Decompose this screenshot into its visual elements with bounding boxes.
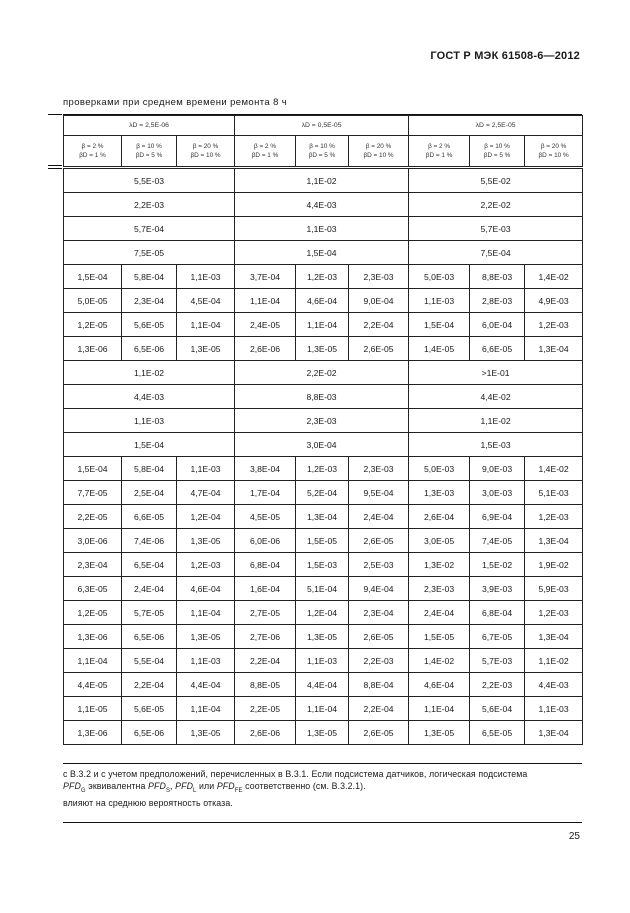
table-cell: 2,6E-06	[235, 721, 296, 745]
table-cell: 1,4E-02	[525, 265, 583, 289]
table-cell: 1,2E-04	[177, 505, 235, 529]
table-cell: 1,1E-02	[525, 649, 583, 673]
note-line-3: влияют на среднюю вероятность отказа.	[63, 797, 233, 808]
table-cell: 1,1E-02	[235, 168, 409, 193]
table-cell: 1,5E-03	[296, 553, 349, 577]
table-row	[64, 337, 583, 361]
table-cell: 1,1E-03	[525, 697, 583, 721]
table-cell: 1,3E-05	[177, 337, 235, 361]
table-cell: 1,3E-05	[409, 721, 470, 745]
table-cell: 1,3E-04	[525, 337, 583, 361]
table-cell: 5,6E-05	[122, 313, 177, 337]
table-cell: 8,8E-04	[349, 673, 409, 697]
table-cell: 6,0E-06	[235, 529, 296, 553]
table-cell: 2,5E-03	[349, 553, 409, 577]
table-cell: 9,0E-04	[349, 289, 409, 313]
table-cell: 1,5E-04	[235, 241, 409, 265]
table-cell: 1,5E-04	[64, 265, 122, 289]
table-cell: 1,1E-04	[177, 601, 235, 625]
table-cell: 1,3E-05	[177, 625, 235, 649]
table-cell: 9,5E-04	[349, 481, 409, 505]
table-cell: 6,8E-04	[470, 601, 525, 625]
table-cell: 1,2E-03	[525, 313, 583, 337]
table-cell: 5,7E-03	[409, 217, 583, 241]
table-cell: 6,7E-05	[470, 625, 525, 649]
group-header: λD = 0,5E-05	[235, 116, 409, 136]
table-cell: 1,1E-04	[64, 649, 122, 673]
table-cell: 1,2E-03	[296, 265, 349, 289]
table-cell: 5,0E-03	[409, 457, 470, 481]
group-header: λD = 2,5E-05	[409, 116, 583, 136]
table-cell: 1,1E-02	[409, 409, 583, 433]
table-cell: 1,1E-04	[235, 289, 296, 313]
table-cell: 8,8E-05	[235, 673, 296, 697]
table-cell: 8,8E-03	[235, 385, 409, 409]
table-row	[64, 241, 583, 265]
table-row	[64, 505, 583, 529]
table-cell: 1,3E-06	[64, 625, 122, 649]
table-cell: 2,6E-04	[409, 505, 470, 529]
table-row	[64, 289, 583, 313]
table-caption: проверками при среднем времени ремонта 8 ч	[63, 97, 288, 108]
table-cell: 2,2E-04	[349, 697, 409, 721]
table-cell: 1,1E-03	[64, 409, 235, 433]
table-cell: 7,7E-05	[64, 481, 122, 505]
table-cell: 4,4E-03	[64, 385, 235, 409]
table-cell: 5,2E-04	[296, 481, 349, 505]
table-cell: 5,0E-03	[409, 265, 470, 289]
table-cell: 4,4E-02	[409, 385, 583, 409]
table-row	[64, 433, 583, 457]
table-cell: 2,6E-05	[349, 529, 409, 553]
table-cell: 5,8E-04	[122, 457, 177, 481]
table-cell: 6,5E-04	[122, 553, 177, 577]
note-line-1: с В.3.2 и с учетом предположений, перечисленных в В.3.1. Если подсистема датчиков, логическая подсистема	[63, 769, 528, 779]
table-cell: 6,6E-05	[122, 505, 177, 529]
table-cell: 2,3E-03	[349, 265, 409, 289]
table-row	[64, 697, 583, 721]
table-cell: 5,8E-04	[122, 265, 177, 289]
table-cell: 1,2E-05	[64, 313, 122, 337]
table-cell: 1,1E-03	[296, 649, 349, 673]
table-cell: 1,1E-03	[235, 217, 409, 241]
table-cell: 1,3E-04	[296, 505, 349, 529]
rule-stub	[48, 168, 62, 169]
table-cell: 9,4E-04	[349, 577, 409, 601]
table-cell: 2,2E-05	[235, 697, 296, 721]
table-cell: 4,6E-04	[177, 577, 235, 601]
table-cell: 1,9E-02	[525, 553, 583, 577]
table-row	[64, 385, 583, 409]
table-row	[64, 673, 583, 697]
table-cell: 1,2E-03	[177, 553, 235, 577]
table-cell: 3,0E-03	[470, 481, 525, 505]
table-row	[64, 193, 583, 217]
beta-header: β = 2 % βD = 1 %	[409, 136, 470, 168]
table-cell: 4,5E-05	[235, 505, 296, 529]
table-cell: 2,3E-03	[349, 457, 409, 481]
table-cell: 1,7E-04	[235, 481, 296, 505]
table-cell: 1,1E-03	[409, 289, 470, 313]
table-cell: 2,6E-05	[349, 721, 409, 745]
table-cell: 4,4E-03	[525, 673, 583, 697]
table-cell: 4,6E-04	[296, 289, 349, 313]
table-cell: 2,4E-04	[409, 601, 470, 625]
table-row	[64, 601, 583, 625]
table-cell: 3,7E-04	[235, 265, 296, 289]
table-cell: 4,4E-04	[177, 673, 235, 697]
table-cell: 1,3E-05	[296, 625, 349, 649]
table-cell: 1,1E-04	[177, 697, 235, 721]
table-cell: 5,5E-04	[122, 649, 177, 673]
table-cell: 1,1E-03	[177, 457, 235, 481]
table-cell: 4,9E-03	[525, 289, 583, 313]
table-cell: 2,6E-06	[235, 337, 296, 361]
table-cell: 7,5E-05	[64, 241, 235, 265]
table-cell: 1,3E-02	[409, 553, 470, 577]
table-cell: 1,1E-03	[177, 265, 235, 289]
table-cell: 1,5E-05	[409, 625, 470, 649]
table-cell: 5,1E-04	[296, 577, 349, 601]
table-cell: 1,3E-04	[525, 529, 583, 553]
table-row	[64, 265, 583, 289]
table-cell: 1,1E-02	[64, 361, 235, 385]
table-cell: 5,7E-04	[64, 217, 235, 241]
table-cell: 2,3E-04	[122, 289, 177, 313]
table-row	[64, 409, 583, 433]
table-cell: 2,3E-03	[409, 577, 470, 601]
table-cell: 2,8E-03	[470, 289, 525, 313]
beta-header: β = 20 % βD = 10 %	[349, 136, 409, 168]
table-cell: 2,7E-06	[235, 625, 296, 649]
table-cell: 6,5E-06	[122, 625, 177, 649]
table-cell: 2,2E-02	[409, 193, 583, 217]
table-cell: 1,2E-03	[525, 505, 583, 529]
table-cell: 2,6E-05	[349, 337, 409, 361]
table-cell: 1,3E-05	[296, 337, 349, 361]
table-cell: 3,0E-04	[235, 433, 409, 457]
table-cell: 4,7E-04	[177, 481, 235, 505]
table-cell: 2,2E-03	[64, 193, 235, 217]
table-cell: 1,5E-03	[409, 433, 583, 457]
beta-header: β = 10 % βD = 5 %	[296, 136, 349, 168]
table-cell: 2,2E-04	[122, 673, 177, 697]
bottom-rule	[63, 822, 582, 823]
table-cell: 1,5E-04	[409, 313, 470, 337]
table-cell: 1,3E-05	[296, 721, 349, 745]
table-cell: 7,4E-05	[470, 529, 525, 553]
table-cell: 1,5E-05	[296, 529, 349, 553]
beta-header: β = 2 % βD = 1 %	[64, 136, 122, 168]
table-cell: 1,2E-03	[296, 457, 349, 481]
group-header: λD = 2,5E-06	[64, 116, 235, 136]
table-cell: 2,2E-03	[349, 649, 409, 673]
note-line-2: $PFD_G$ эквивалентна $PFD_S$, $PFD_L$ или $PFD_{FE}$ соответственно (см. В.3.2.1).	[63, 781, 366, 794]
table-cell: 5,1E-03	[525, 481, 583, 505]
table-row	[64, 721, 583, 745]
table-row	[64, 529, 583, 553]
table-cell: 1,5E-04	[64, 457, 122, 481]
pfd-table	[63, 115, 583, 745]
table-cell: 1,6E-04	[235, 577, 296, 601]
table-cell: 1,4E-02	[525, 457, 583, 481]
beta-header: β = 10 % βD = 5 %	[470, 136, 525, 168]
table-cell: 3,8E-04	[235, 457, 296, 481]
table-cell: 2,2E-05	[64, 505, 122, 529]
table-cell: 6,6E-05	[470, 337, 525, 361]
table-row	[64, 168, 583, 193]
table-row	[64, 313, 583, 337]
table-cell: 5,6E-05	[122, 697, 177, 721]
table-cell: 1,2E-03	[525, 601, 583, 625]
table-row	[64, 649, 583, 673]
table-cell: >1E-01	[409, 361, 583, 385]
table-cell: 1,2E-05	[64, 601, 122, 625]
table-cell: 1,3E-04	[525, 721, 583, 745]
table-cell: 6,9E-04	[470, 505, 525, 529]
table-cell: 2,7E-05	[235, 601, 296, 625]
table-cell: 4,6E-04	[409, 673, 470, 697]
table-cell: 1,3E-03	[409, 481, 470, 505]
notes-block	[63, 768, 582, 809]
table-cell: 6,5E-05	[470, 721, 525, 745]
table-cell: 5,7E-05	[122, 601, 177, 625]
table-cell: 4,4E-03	[235, 193, 409, 217]
table-row	[64, 553, 583, 577]
table-row	[64, 457, 583, 481]
table-cell: 1,3E-05	[177, 721, 235, 745]
beta-header: β = 2 % βD = 1 %	[235, 136, 296, 168]
table-cell: 7,4E-06	[122, 529, 177, 553]
table-cell: 5,9E-03	[525, 577, 583, 601]
table-cell: 4,4E-05	[64, 673, 122, 697]
table-row	[64, 577, 583, 601]
table-row	[64, 625, 583, 649]
table-cell: 1,2E-04	[296, 601, 349, 625]
table-cell: 2,2E-03	[470, 673, 525, 697]
table-cell: 1,3E-04	[525, 625, 583, 649]
table-cell: 7,5E-04	[409, 241, 583, 265]
table-cell: 1,1E-05	[64, 697, 122, 721]
table-cell: 1,3E-05	[177, 529, 235, 553]
table-cell: 1,5E-02	[470, 553, 525, 577]
table-row	[64, 361, 583, 385]
table-cell: 2,3E-03	[235, 409, 409, 433]
table-cell: 5,7E-03	[470, 649, 525, 673]
table-cell: 6,0E-04	[470, 313, 525, 337]
table-cell: 2,4E-04	[122, 577, 177, 601]
table-cell: 6,8E-04	[235, 553, 296, 577]
table-cell: 1,1E-04	[177, 313, 235, 337]
beta-header: β = 20 % βD = 10 %	[525, 136, 583, 168]
table-cell: 1,4E-05	[409, 337, 470, 361]
table-cell: 5,5E-02	[409, 168, 583, 193]
table-cell: 8,8E-03	[470, 265, 525, 289]
table-cell: 5,5E-03	[64, 168, 235, 193]
rule-stub	[48, 165, 62, 166]
table-cell: 1,3E-06	[64, 337, 122, 361]
beta-header: β = 20 % βD = 10 %	[177, 136, 235, 168]
table-cell: 1,3E-06	[64, 721, 122, 745]
table-cell: 4,5E-04	[177, 289, 235, 313]
table-cell: 3,9E-03	[470, 577, 525, 601]
table-cell: 2,4E-04	[349, 505, 409, 529]
table-cell: 5,6E-04	[470, 697, 525, 721]
table-cell: 1,1E-04	[296, 313, 349, 337]
table-cell: 1,1E-04	[409, 697, 470, 721]
table-cell: 2,4E-05	[235, 313, 296, 337]
table-cell: 3,0E-06	[64, 529, 122, 553]
page-number: 25	[568, 831, 580, 842]
table-cell: 2,3E-04	[349, 601, 409, 625]
table-cell: 9,0E-03	[470, 457, 525, 481]
table-cell: 1,5E-04	[64, 433, 235, 457]
table-cell: 2,2E-04	[349, 313, 409, 337]
standard-header: ГОСТ Р МЭК 61508-6—2012	[430, 50, 580, 62]
table-cell: 2,5E-04	[122, 481, 177, 505]
table-cell: 1,4E-02	[409, 649, 470, 673]
table-cell: 6,5E-06	[122, 337, 177, 361]
table-row	[64, 217, 583, 241]
beta-header: β = 10 % βD = 5 %	[122, 136, 177, 168]
table-cell: 4,4E-04	[296, 673, 349, 697]
table-cell: 2,2E-04	[235, 649, 296, 673]
table-cell: 2,2E-02	[235, 361, 409, 385]
table-row	[64, 481, 583, 505]
notes-rule	[63, 763, 582, 764]
table-cell: 2,3E-04	[64, 553, 122, 577]
table-cell: 6,3E-05	[64, 577, 122, 601]
table-cell: 2,6E-05	[349, 625, 409, 649]
table-cell: 1,1E-04	[296, 697, 349, 721]
table-cell: 1,1E-03	[177, 649, 235, 673]
table-cell: 3,0E-05	[409, 529, 470, 553]
table-cell: 5,0E-05	[64, 289, 122, 313]
rule-stub	[48, 114, 62, 115]
table-cell: 6,5E-06	[122, 721, 177, 745]
